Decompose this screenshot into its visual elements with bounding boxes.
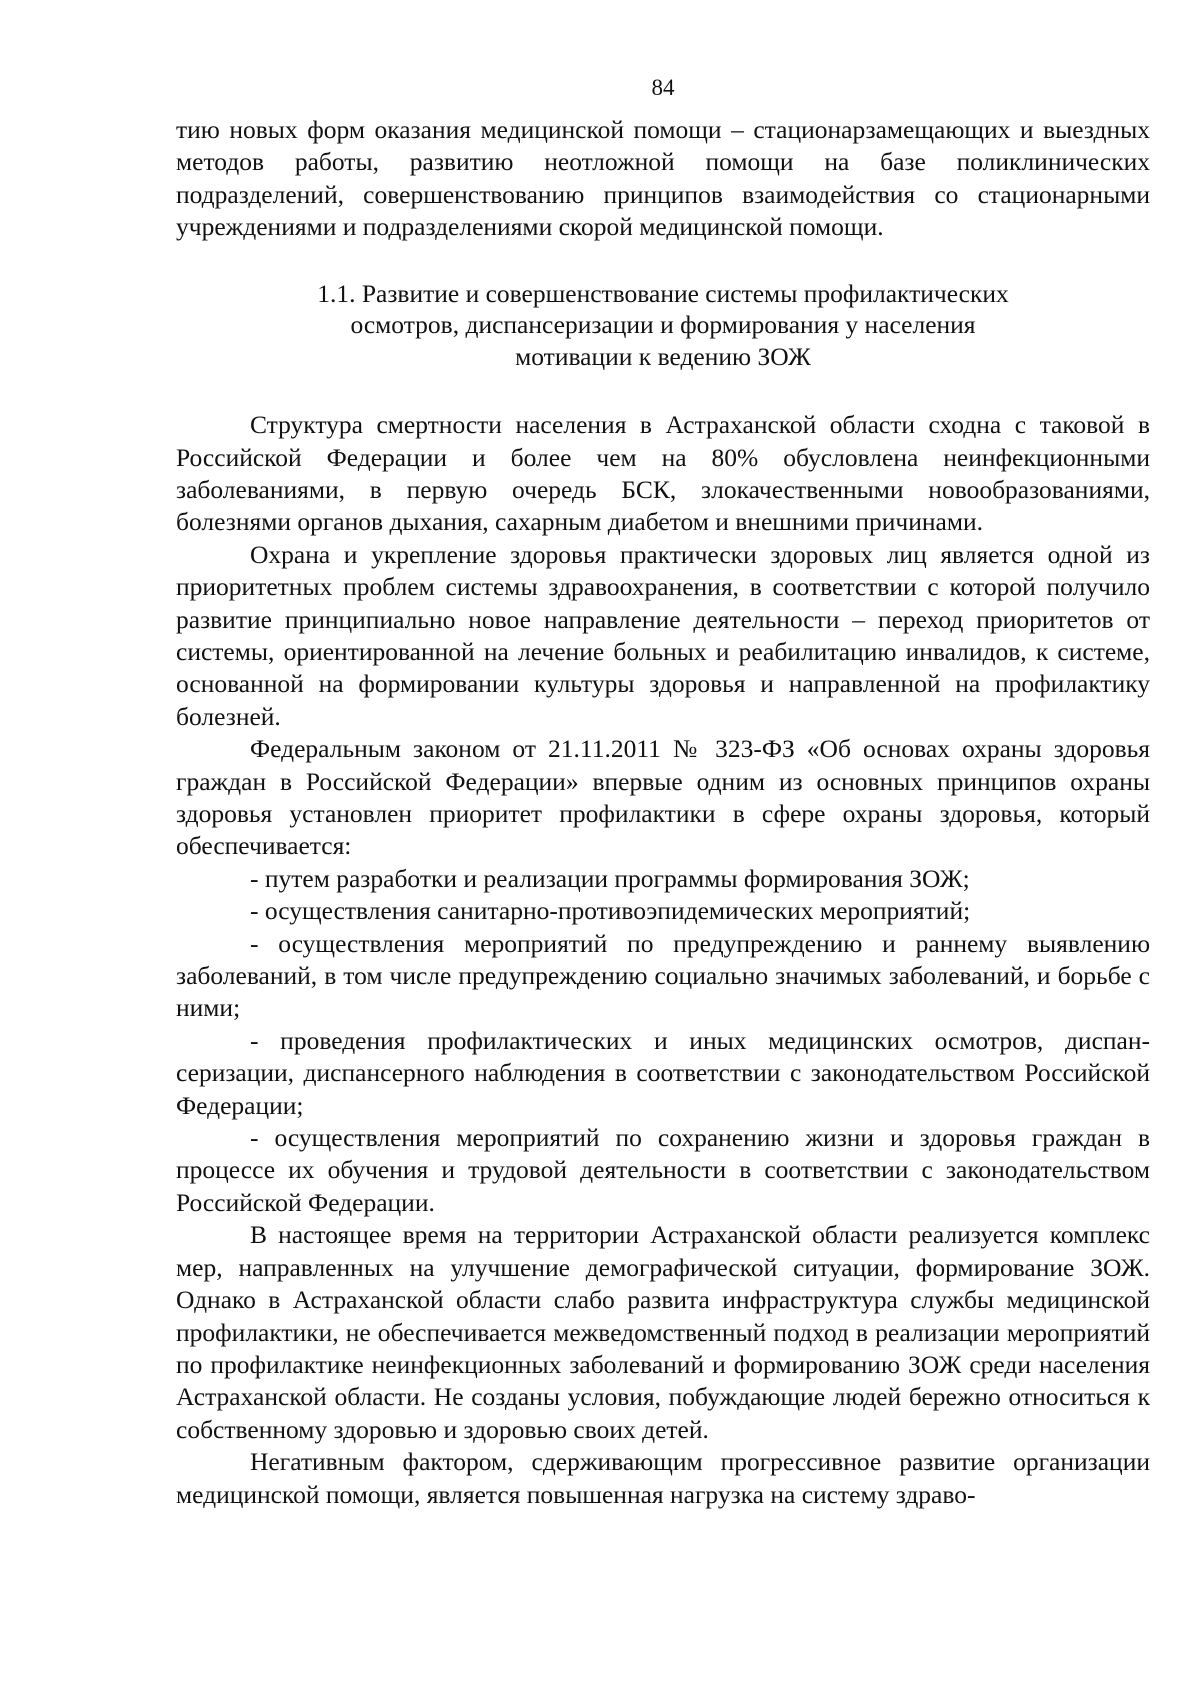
- list-item: - осуществления мероприятий по сохранению жизни и здоровья граждан в процессе их обучения и трудовой деятельности в соответствии с законодательством Российской Федерации.: [176, 1123, 1150, 1217]
- list-item: - осуществления санитарно-противоэпидемических мероприятий;: [250, 896, 971, 926]
- paragraph-negative-factor: Негативным фактором, сдерживающим прогрессивное развитие организации медицинской помощи, является повышенная нагрузка на систему здраво-: [176, 1447, 1150, 1509]
- document-body: [176, 114, 1150, 1511]
- list-item: - осуществления мероприятий по предупреждению и раннему выявлению заболеваний, в том числе предупреждению социально значимых заболеваний, и борьбе с ними;: [176, 928, 1150, 1023]
- section-heading-line-3: мотивации к ведению ЗОЖ: [515, 341, 811, 371]
- section-heading-line-1: 1.1. Развитие и совершенствование системы профилактических: [317, 278, 1009, 308]
- document-page: [176, 0, 1150, 1697]
- list-item: - путем разработки и реализации программы формирования ЗОЖ;: [250, 863, 970, 893]
- paragraph-continuation: тию новых форм оказания медицинской помощи – стационарзамещающих и выездных методов работы, развитию неотложной помощи на базе поликлинических подразделений, совершенствованию принципов взаимодействия со стационарными учреждениями и подразделениями скорой медицинской помощи.: [176, 115, 1150, 242]
- page-number: 84: [651, 75, 675, 100]
- list-item: - проведения профилактических и иных медицинских осмотров, диспансеризации, диспансерного наблюдения в соответствии с законодательством Российской Федерации;: [176, 1025, 1150, 1120]
- paragraph-health-protection: Охрана и укрепление здоровья практически здоровых лиц является одной из приоритетных проблем системы здравоохранения, в соответствии с которой получило развитие принципиально новое направление деятельности – переход приоритетов от системы, ориентированной на лечение больных и реабилитацию инвалидов, к системе, основанной на формировании культуры здоровья и направленной на профилактику болезней.: [176, 539, 1150, 731]
- section-heading-line-2: осмотров, диспансеризации и формирования у населения: [350, 310, 976, 340]
- section-heading: [176, 278, 1150, 373]
- paragraph-current-measures: В настоящее время на территории Астраханской области реализуется комплекс мер, направленных на улучшение демографической ситуации, формирование ЗОЖ. Однако в Астраханской области слабо развита инфраструктура службы медицинской профилактики, не обеспечивается межведомственный подход в реализации мероприятий по профилактике неинфекционных заболеваний и формированию ЗОЖ среди населения Астраханской области. Не созданы условия, побуждающие людей бережно относиться к собственному здоровью и здоровью своих детей.: [176, 1220, 1150, 1444]
- paragraph-mortality-structure: Структура смертности населения в Астраханской области сходна с таковой в Российской Федерации и более чем на 80% обусловлена неинфекционными заболеваниями, в первую очередь БСК, злокачественными новообразованиями, болезнями органов дыхания, сахарным диабетом и внешними причинами.: [176, 410, 1150, 537]
- paragraph-federal-law: Федеральным законом от 21.11.2011 № 323-ФЗ «Об основах охраны здоровья граждан в Российской Федерации» впервые одним из основных принципов охраны здоровья установлен приоритет профилактики в сфере охраны здоровья, который обеспечивается:: [176, 734, 1150, 861]
